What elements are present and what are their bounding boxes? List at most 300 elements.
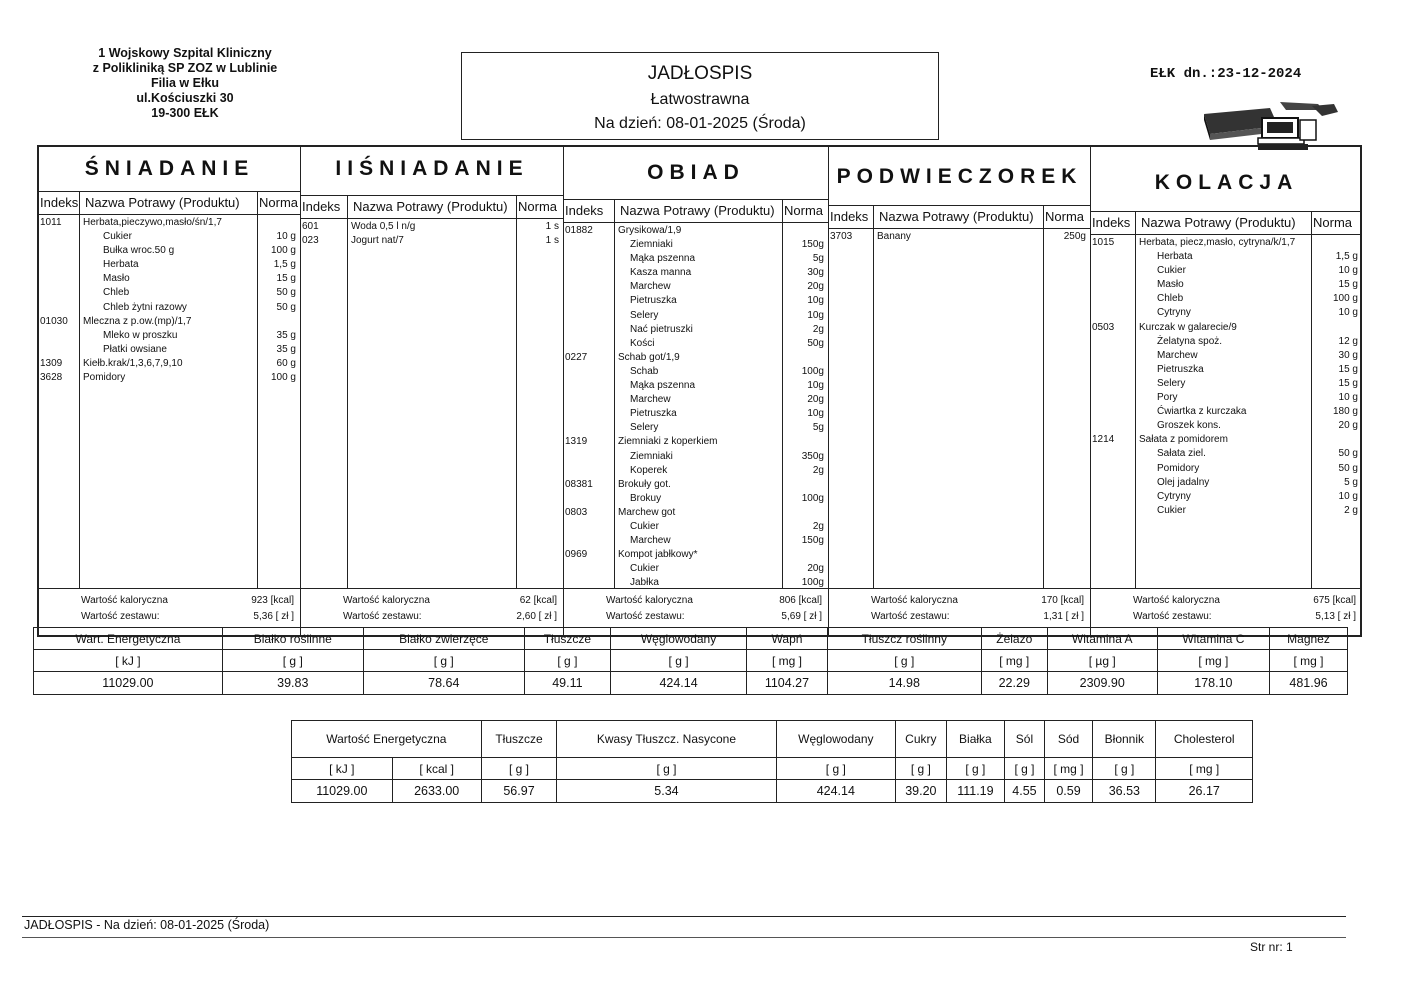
column-header-norm: Norma xyxy=(1045,209,1085,224)
nutrient-unit: [ g ] xyxy=(827,650,981,672)
item-name: Herbata, piecz,masło, cytryna/k/1,7 xyxy=(1139,237,1296,248)
item-index: 601 xyxy=(302,221,319,232)
list-item xyxy=(1091,504,1362,518)
list-item xyxy=(1091,433,1362,447)
list-item xyxy=(1091,278,1362,292)
item-index: 3628 xyxy=(40,372,63,384)
calories-label: Wartość kaloryczna xyxy=(871,595,958,606)
item-index: 0803 xyxy=(565,506,588,518)
calories-label: Wartość kaloryczna xyxy=(81,595,168,606)
item-name: Banany xyxy=(877,231,911,242)
item-name: Cukier xyxy=(1157,265,1186,277)
item-name: Mąka pszenna xyxy=(630,380,696,392)
item-index: 1015 xyxy=(1092,237,1115,248)
list-item xyxy=(39,258,300,272)
list-item xyxy=(564,294,828,308)
item-norm: 150g xyxy=(801,239,824,251)
item-norm: 100g xyxy=(801,365,824,377)
nutrient-header: Białka xyxy=(946,721,1004,758)
footer-title: JADŁOSPIS - Na dzień: 08-01-2025 (Środa) xyxy=(24,918,270,932)
item-norm: 350g xyxy=(801,450,824,462)
calories-label: Wartość kaloryczna xyxy=(343,595,430,606)
list-item xyxy=(1091,292,1362,306)
item-index: 0969 xyxy=(565,549,588,561)
item-name: Cytryny xyxy=(1157,307,1191,319)
list-item xyxy=(1091,349,1362,363)
meal-items xyxy=(829,230,1090,244)
nutrient-header: Wart. Energetyczna xyxy=(34,628,223,650)
nutrient-value: 39.83 xyxy=(222,672,363,695)
nutrient-unit: [ g ] xyxy=(896,758,947,780)
item-norm: 100g xyxy=(801,492,824,504)
column-headers xyxy=(301,195,563,219)
set-value: 5,69 [ zł ] xyxy=(781,611,822,622)
item-index: 0227 xyxy=(565,351,588,363)
nutrient-unit: [ mg ] xyxy=(981,650,1047,672)
nutrition-summary-table xyxy=(33,627,1348,695)
calories-value: 923 [kcal] xyxy=(251,595,294,606)
item-index: 1319 xyxy=(565,436,588,448)
item-norm: 2g xyxy=(812,520,824,532)
nutrient-header: Tłuszcz roślinny xyxy=(827,628,981,650)
list-item xyxy=(564,562,828,576)
set-value-label: Wartość zestawu: xyxy=(871,611,950,622)
list-item xyxy=(564,365,828,379)
item-name: Bułka wroc.50 g xyxy=(103,245,175,257)
meal-dinner xyxy=(1091,147,1362,635)
nutrient-header: Białko zwierzęce xyxy=(363,628,524,650)
list-item xyxy=(564,393,828,407)
list-item xyxy=(301,234,563,248)
set-value: 1,31 [ zł ] xyxy=(1043,611,1084,622)
item-name: Pory xyxy=(1157,392,1178,404)
item-name: Cukier xyxy=(1157,504,1186,516)
footer-divider xyxy=(22,916,1346,917)
list-item xyxy=(39,301,300,315)
column-header-name: Nazwa Potrawy (Produktu) xyxy=(85,195,240,210)
nutrient-value: 2309.90 xyxy=(1047,672,1157,695)
nutrient-unit: [ g ] xyxy=(776,758,895,780)
item-name: Cytryny xyxy=(1157,490,1191,502)
item-name: Herbata,pieczywo,masło/śn/1,7 xyxy=(83,217,222,228)
item-norm: 15 g xyxy=(1338,279,1358,291)
item-norm: 20g xyxy=(807,394,824,406)
nutrient-header: Cukry xyxy=(896,721,947,758)
item-norm: 100 g xyxy=(270,372,296,384)
item-name: Kości xyxy=(630,337,655,349)
list-item xyxy=(39,272,300,286)
item-index: 3703 xyxy=(830,231,853,242)
item-name: Selery xyxy=(630,422,659,434)
item-norm: 1 s xyxy=(545,235,559,247)
nutrient-value: 26.17 xyxy=(1156,780,1253,803)
column-header-norm: Norma xyxy=(1313,215,1353,230)
column-header-index: Indeks xyxy=(302,199,341,214)
nutrient-header: Witamina C xyxy=(1157,628,1269,650)
item-norm: 100g xyxy=(801,577,824,589)
nutrient-unit: [ kJ ] xyxy=(34,650,223,672)
item-name: Mąka pszenna xyxy=(630,253,696,265)
nutrient-unit: [ kcal ] xyxy=(392,758,481,780)
item-name: Pomidory xyxy=(1157,462,1200,474)
list-item xyxy=(1091,264,1362,278)
list-item xyxy=(1091,236,1362,250)
hospital-line: ul.Kościuszki 30 xyxy=(136,91,234,105)
item-index: 1214 xyxy=(1092,434,1115,446)
item-name: Sałata ziel. xyxy=(1157,448,1206,460)
item-name: Chleb xyxy=(1157,293,1184,305)
item-name: Marchew xyxy=(630,535,671,547)
item-norm: 2 g xyxy=(1344,504,1358,516)
item-name: Żelatyna spoż. xyxy=(1157,335,1223,347)
nutrient-unit: [ mg ] xyxy=(1157,650,1269,672)
list-item xyxy=(1091,405,1362,419)
item-name: Cukier xyxy=(103,231,132,243)
column-header-norm: Norma xyxy=(784,203,824,218)
print-date: EŁK dn.:23-12-2024 xyxy=(1150,66,1302,82)
item-name: Marchew xyxy=(630,281,671,293)
nutrient-unit: [ µg ] xyxy=(1047,650,1157,672)
nutrient-value: 49.11 xyxy=(524,672,610,695)
item-norm: 5g xyxy=(812,422,824,434)
item-name: Jogurt nat/7 xyxy=(351,235,404,247)
item-name: Brokuły got. xyxy=(618,478,671,490)
list-item xyxy=(301,220,563,234)
item-name: Woda 0,5 l n/g xyxy=(351,221,416,232)
meal-items xyxy=(1091,236,1362,518)
item-norm: 10 g xyxy=(1338,265,1358,277)
item-index: 1011 xyxy=(40,217,62,228)
list-item xyxy=(564,492,828,506)
item-name: Chleb żytni razowy xyxy=(103,301,187,313)
calories-label: Wartość kaloryczna xyxy=(1133,595,1220,606)
list-item xyxy=(1091,363,1362,377)
item-norm: 20g xyxy=(807,281,824,293)
list-item xyxy=(564,337,828,351)
list-item xyxy=(39,286,300,300)
item-norm: 10g xyxy=(807,380,824,392)
nutrient-value: 5.34 xyxy=(557,780,776,803)
nutrient-unit: [ kJ ] xyxy=(292,758,393,780)
item-norm: 50 g xyxy=(276,301,296,313)
list-item xyxy=(564,407,828,421)
list-item xyxy=(1091,335,1362,349)
meal-title: ŚNIADANIE xyxy=(84,157,255,180)
nutrient-unit: [ g ] xyxy=(1093,758,1156,780)
item-norm: 15 g xyxy=(1338,377,1358,389)
nutrient-unit: [ mg ] xyxy=(1270,650,1348,672)
set-value-label: Wartość zestawu: xyxy=(1133,611,1212,622)
list-item xyxy=(39,329,300,343)
column-header-index: Indeks xyxy=(830,209,869,224)
list-item xyxy=(39,230,300,244)
meal-items xyxy=(301,220,563,248)
meal-items xyxy=(39,216,300,385)
list-item xyxy=(829,230,1090,244)
nutrient-header: Węglowodany xyxy=(776,721,895,758)
item-index: 023 xyxy=(302,235,319,247)
nutrient-value: 111.19 xyxy=(946,780,1004,803)
nutrient-unit: [ mg ] xyxy=(747,650,828,672)
column-header-name: Nazwa Potrawy (Produktu) xyxy=(879,209,1034,224)
column-headers xyxy=(829,205,1090,229)
list-item xyxy=(39,343,300,357)
item-name: Mleko w proszku xyxy=(103,329,178,341)
menu-table xyxy=(37,145,1362,637)
nutrient-unit: [ g ] xyxy=(481,758,557,780)
calories-value: 62 [kcal] xyxy=(519,595,557,606)
item-name: Chleb xyxy=(103,287,130,299)
item-index: 01882 xyxy=(565,225,593,236)
item-norm: 20 g xyxy=(1338,420,1358,432)
item-norm: 10 g xyxy=(1338,392,1358,404)
list-item xyxy=(1091,321,1362,335)
nutrient-unit: [ g ] xyxy=(610,650,746,672)
nutrient-header: Wapń xyxy=(747,628,828,650)
page-number: Str nr: 1 xyxy=(1250,940,1293,954)
item-norm: 10 g xyxy=(276,231,296,243)
item-name: Masło xyxy=(1157,279,1184,291)
item-norm: 50g xyxy=(807,337,824,349)
list-item xyxy=(564,435,828,449)
nutrient-unit: [ mg ] xyxy=(1156,758,1253,780)
nutrient-header: Kwasy Tłuszcz. Nasycone xyxy=(557,721,776,758)
list-item xyxy=(1091,250,1362,264)
item-name: Pietruszka xyxy=(1157,363,1204,375)
item-name: Marchew xyxy=(630,394,671,406)
list-item xyxy=(1091,306,1362,320)
column-divider xyxy=(873,205,874,589)
list-item xyxy=(1091,419,1362,433)
list-item xyxy=(564,351,828,365)
nutrient-unit: [ g ] xyxy=(946,758,1004,780)
item-norm: 150g xyxy=(801,535,824,547)
item-norm: 50 g xyxy=(1338,462,1358,474)
nutrient-value: 424.14 xyxy=(610,672,746,695)
item-norm: 35 g xyxy=(276,329,296,341)
nutrition-detail-table xyxy=(291,720,1253,803)
hospital-line: Filia w Ełku xyxy=(150,76,220,90)
item-index: 1309 xyxy=(40,357,63,369)
item-name: Kiełb.krak/1,3,6,7,9,10 xyxy=(83,357,183,369)
item-name: Marchew xyxy=(1157,349,1198,361)
item-name: Herbata xyxy=(103,259,139,271)
item-index: 0503 xyxy=(1092,321,1115,333)
footer-divider xyxy=(22,937,1346,938)
nutrient-header: Magnez xyxy=(1270,628,1348,650)
nutrient-value: 178.10 xyxy=(1157,672,1269,695)
item-name: Herbata xyxy=(1157,251,1193,263)
item-name: Pietruszka xyxy=(630,295,677,307)
list-item xyxy=(564,506,828,520)
column-divider xyxy=(516,195,517,589)
item-norm: 10 g xyxy=(1338,307,1358,319)
nutrient-value: 11029.00 xyxy=(292,780,393,803)
item-norm: 30g xyxy=(807,267,824,279)
nutrient-unit: [ mg ] xyxy=(1044,758,1093,780)
nutrient-value: 11029.00 xyxy=(34,672,223,695)
item-name: Kurczak w galarecie/9 xyxy=(1139,321,1237,333)
nutrient-value: 424.14 xyxy=(776,780,895,803)
item-norm: 10g xyxy=(807,309,824,321)
list-item xyxy=(564,450,828,464)
calories-label: Wartość kaloryczna xyxy=(606,595,693,606)
item-name: Schab got/1,9 xyxy=(618,351,680,363)
item-name: Kompot jabłkowy* xyxy=(618,549,698,561)
item-norm: 20g xyxy=(807,563,824,575)
item-norm: 35 g xyxy=(276,343,296,355)
nutrient-value: 36.53 xyxy=(1093,780,1156,803)
list-item xyxy=(1091,490,1362,504)
hospital-line: z Polikliniką SP ZOZ w Lublinie xyxy=(92,61,278,75)
item-norm: 60 g xyxy=(276,357,296,369)
meal-title: PODWIECZOREK xyxy=(836,165,1083,188)
list-item xyxy=(564,280,828,294)
list-item xyxy=(39,244,300,258)
list-item xyxy=(564,379,828,393)
column-divider xyxy=(1043,205,1044,589)
nutrient-header: Wartość Energetyczna xyxy=(292,721,482,758)
item-name: Selery xyxy=(630,309,659,321)
meal-items xyxy=(564,224,828,590)
nutrient-header: Błonnik xyxy=(1093,721,1156,758)
nutrient-unit: [ g ] xyxy=(363,650,524,672)
item-name: Ziemniaki z koperkiem xyxy=(618,436,718,448)
nutrient-value: 14.98 xyxy=(827,672,981,695)
nutrient-unit: [ g ] xyxy=(557,758,776,780)
item-index: 08381 xyxy=(565,478,593,490)
nutrient-value: 56.97 xyxy=(481,780,557,803)
nutrient-header: Cholesterol xyxy=(1156,721,1253,758)
item-name: Olej jadalny xyxy=(1157,476,1210,488)
nutrient-value: 39.20 xyxy=(896,780,947,803)
item-norm: 10 g xyxy=(1338,490,1358,502)
column-header-name: Nazwa Potrawy (Produktu) xyxy=(1141,215,1296,230)
hospital-line: 19-300 EŁK xyxy=(151,106,219,120)
nutrient-unit: [ g ] xyxy=(222,650,363,672)
item-norm: 10g xyxy=(807,295,824,307)
column-header-index: Indeks xyxy=(565,203,604,218)
item-name: Ćwiartka z kurczaka xyxy=(1157,406,1247,418)
item-norm: 5 g xyxy=(1344,476,1358,488)
nutrient-value: 0.59 xyxy=(1044,780,1093,803)
list-item xyxy=(564,266,828,280)
nutrient-value: 78.64 xyxy=(363,672,524,695)
list-item xyxy=(564,464,828,478)
nutrient-value: 22.29 xyxy=(981,672,1047,695)
list-item xyxy=(564,238,828,252)
item-norm: 10g xyxy=(807,408,824,420)
nutrient-header: Witamina A xyxy=(1047,628,1157,650)
column-header-index: Indeks xyxy=(40,195,79,210)
column-header-norm: Norma xyxy=(518,199,558,214)
meal-title: OBIAD xyxy=(647,161,745,184)
item-norm: 100 g xyxy=(270,245,296,257)
item-name: Pomidory xyxy=(83,372,126,384)
calories-value: 806 [kcal] xyxy=(779,595,822,606)
list-item xyxy=(564,224,828,238)
item-norm: 1,5 g xyxy=(1335,251,1358,263)
item-norm: 250g xyxy=(1063,231,1086,242)
meal-second-breakfast xyxy=(301,147,564,635)
meal-breakfast xyxy=(39,147,301,635)
item-name: Brokuy xyxy=(630,492,662,504)
item-name: Marchew got xyxy=(618,506,676,518)
column-header-index: Indeks xyxy=(1092,215,1131,230)
document-title: JADŁOSPIS xyxy=(647,63,753,84)
list-item xyxy=(1091,447,1362,461)
item-norm: 180 g xyxy=(1332,406,1358,418)
list-item xyxy=(564,309,828,323)
nutrient-header: Tłuszcze xyxy=(524,628,610,650)
item-norm: 100 g xyxy=(1332,293,1358,305)
list-item xyxy=(39,216,300,230)
list-item xyxy=(564,534,828,548)
item-norm: 12 g xyxy=(1338,335,1358,347)
item-name: Ziemniaki xyxy=(630,450,673,462)
set-value-label: Wartość zestawu: xyxy=(81,611,160,622)
column-header-norm: Norma xyxy=(259,195,299,210)
item-name: Nać pietruszki xyxy=(630,323,693,335)
item-index: 01030 xyxy=(40,315,68,327)
column-headers xyxy=(1091,211,1362,235)
item-norm: 1 s xyxy=(545,221,559,232)
item-name: Ziemniaki xyxy=(630,239,673,251)
hospital-line: 1 Wojskowy Szpital Kliniczny xyxy=(98,46,272,60)
column-header-name: Nazwa Potrawy (Produktu) xyxy=(620,203,775,218)
list-item xyxy=(564,478,828,492)
item-name: Masło xyxy=(103,273,130,285)
calories-value: 675 [kcal] xyxy=(1313,595,1356,606)
nutrient-header: Sól xyxy=(1005,721,1045,758)
hospital-address xyxy=(60,46,310,121)
item-norm: 50 g xyxy=(1338,448,1358,460)
item-name: Groszek kons. xyxy=(1157,420,1221,432)
meal-title: KOLACJA xyxy=(1154,171,1299,194)
nutrient-header: Białko roślinne xyxy=(222,628,363,650)
list-item xyxy=(1091,476,1362,490)
list-item xyxy=(564,323,828,337)
item-norm: 2g xyxy=(812,464,824,476)
meal-afternoon-snack xyxy=(829,147,1091,635)
list-item xyxy=(564,421,828,435)
list-item xyxy=(1091,377,1362,391)
item-norm: 5g xyxy=(812,253,824,265)
item-name: Cukier xyxy=(630,563,659,575)
item-name: Grysikowa/1,9 xyxy=(618,225,682,236)
nutrient-value: 4.55 xyxy=(1005,780,1045,803)
list-item xyxy=(564,548,828,562)
nutrient-value: 2633.00 xyxy=(392,780,481,803)
list-item xyxy=(39,357,300,371)
item-norm: 50 g xyxy=(276,287,296,299)
nutrient-value: 481.96 xyxy=(1270,672,1348,695)
title-box xyxy=(461,52,939,140)
menu-date: Na dzień: 08-01-2025 (Środa) xyxy=(594,115,806,132)
meal-title: IIŚNIADANIE xyxy=(335,157,529,180)
list-item xyxy=(564,252,828,266)
item-norm: 15 g xyxy=(276,273,296,285)
set-value-label: Wartość zestawu: xyxy=(606,611,685,622)
set-value-label: Wartość zestawu: xyxy=(343,611,422,622)
item-name: Schab xyxy=(630,365,659,377)
list-item xyxy=(39,315,300,329)
item-norm: 30 g xyxy=(1338,349,1358,361)
item-norm: 15 g xyxy=(1338,363,1358,375)
list-item xyxy=(1091,391,1362,405)
item-norm: 1,5 g xyxy=(273,259,296,271)
set-value: 2,60 [ zł ] xyxy=(516,611,557,622)
